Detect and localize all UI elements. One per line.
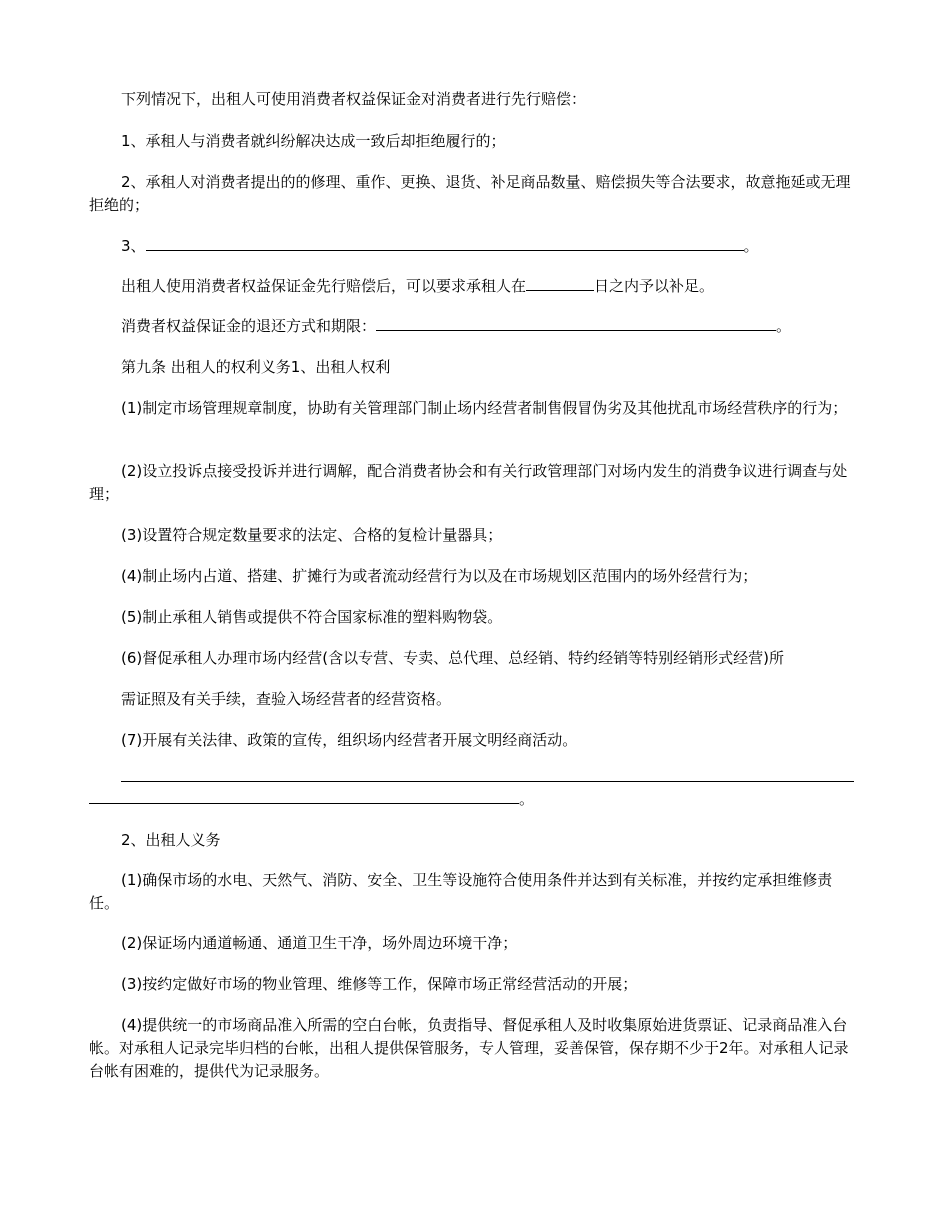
refund-blank	[376, 316, 776, 331]
paragraph-refund-method	[89, 315, 854, 338]
paragraph-right-7: (7)开展有关法律、政策的宣传，组织场内经营者开展文明经商活动。	[121, 731, 578, 749]
blank-line-suffix: 。	[519, 790, 535, 808]
paragraph-right-2: (2)设立投诉点接受投诉并进行调解，配合消费者协会和有关行政管理部门对场内发生的消费争议进行调查与处理；	[89, 462, 848, 503]
replenish-prefix: 出租人使用消费者权益保证金先行赔偿后，可以要求承租人在	[121, 277, 527, 295]
paragraph-right-6-cont: 需证照及有关手续，查验入场经营者的经营资格。	[121, 690, 452, 708]
item-3-blank	[146, 236, 744, 251]
paragraph-item-3	[89, 235, 854, 258]
blank-line-2	[89, 803, 519, 804]
replenish-days-blank	[526, 276, 594, 291]
item-3-prefix: 3、	[121, 237, 146, 255]
paragraph-replenish	[89, 275, 854, 298]
paragraph-right-5: (5)制止承租人销售或提供不符合国家标准的塑料购物袋。	[121, 608, 503, 626]
paragraph-item-2: 2、承租人对消费者提出的的修理、重作、更换、退货、补足商品数量、赔偿损失等合法要求，故意拖延或无理拒绝的；	[89, 173, 851, 214]
paragraph-obligation-1: (1)确保市场的水电、天然气、消防、安全、卫生等设施符合使用条件并达到有关标准，并按约定承担维修责任。	[89, 871, 833, 912]
paragraph-compensation-intro: 下列情况下，出租人可使用消费者权益保证金对消费者进行先行赔偿：	[121, 90, 587, 108]
paragraph-obligation-4: (4)提供统一的市场商品准入所需的空白台帐，负责指导、督促承租人及时收集原始进货票证、记录商品准入台帐。对承租人记录完毕归档的台帐，出租人提供保管服务，专人管理，妥善保管，保存期不少于2年。对承租人记录台帐有困难的，提供代为记录服务。	[89, 1016, 849, 1080]
refund-suffix: 。	[776, 317, 792, 335]
refund-prefix: 消费者权益保证金的退还方式和期限：	[121, 317, 377, 335]
replenish-suffix: 日之内予以补足。	[594, 277, 715, 295]
paragraph-right-4: (4)制止场内占道、搭建、扩摊行为或者流动经营行为以及在市场规划区范围内的场外经营行为；	[121, 567, 758, 585]
paragraph-right-1: (1)制定市场管理规章制度，协助有关管理部门制止场内经营者制售假冒伪劣及其他扰乱市场经营秩序的行为；	[121, 399, 848, 417]
blank-line-1	[121, 781, 854, 782]
paragraph-right-3: (3)设置符合规定数量要求的法定、合格的复检计量器具；	[121, 526, 503, 544]
article-9-heading: 第九条 出租人的权利义务1、出租人权利	[121, 358, 391, 376]
item-3-suffix: 。	[743, 237, 759, 255]
paragraph-obligation-2: (2)保证场内通道畅通、通道卫生干净，场外周边环境干净；	[121, 934, 518, 952]
paragraph-right-6: (6)督促承租人办理市场内经营(含以专营、专卖、总代理、总经销、特约经销等特别经销形式经营)所	[121, 649, 784, 667]
paragraph-item-1: 1、承租人与消费者就纠纷解决达成一致后却拒绝履行的；	[121, 132, 506, 150]
lessor-obligations-heading: 2、出租人义务	[121, 831, 221, 849]
paragraph-obligation-3: (3)按约定做好市场的物业管理、维修等工作，保障市场正常经营活动的开展；	[121, 975, 638, 993]
